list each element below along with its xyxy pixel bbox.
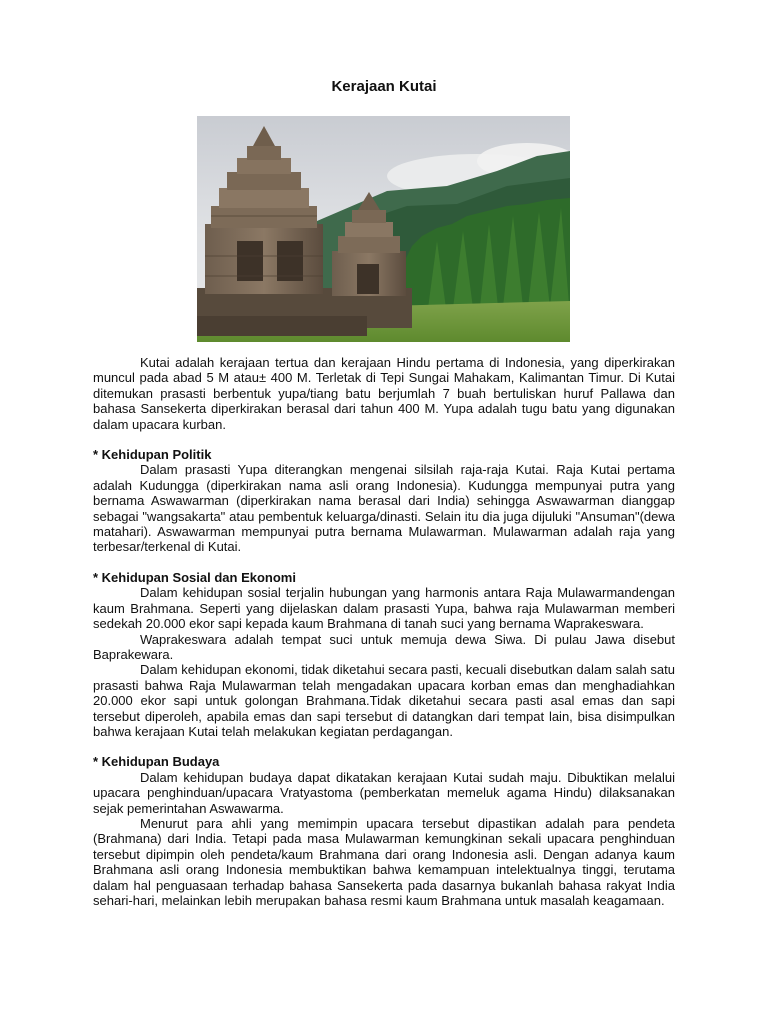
section-paragraph: Dalam kehidupan budaya dapat dikatakan kerajaan Kutai sudah maju. Dibuktikan melalui upacara penghinduan/upacara Vratyastoma (pemberkatan memeluk agama Hindu) dilaksanakan sejak pemerintahan Aswawarma. [93,769,675,816]
section-heading-budaya: * Kehidupan Budaya [93,754,220,770]
page-title: Kerajaan Kutai [331,78,437,95]
section-heading-sosial-ekonomi: * Kehidupan Sosial dan Ekonomi [93,569,296,585]
section-paragraph: Menurut para ahli yang memimpin upacara tersebut dipastikan adalah para pendeta (Brahmana) dari India. Tetapi pada masa Mulawarman kemungkinan sekali upacara penghinduan tersebut dipimpin oleh pendeta/kaum Brahmana dari orang Indonesia asli. Dengan adanya kaum Brahmana asli orang Indonesia membuktikan bahwa kemampuan intelektualnya tinggi, terutama dalam hal penguasaan terhadap bahasa Sansekerta pada dasarnya bukanlah bahasa rakyat India sehari-hari, melainkan lebih merupakan bahasa resmi kaum Brahmana untuk masalah keagamaan. [93,815,675,908]
intro-paragraph: Kutai adalah kerajaan tertua dan kerajaan Hindu pertama di Indonesia, yang diperkirakan muncul pada abad 5 M atau± 400 M. Terletak di Tepi Sungai Mahakam, Kalimantan Timur. Di Kutai ditemukan prasasti berbentuk yupa/tiang batu berjumlah 7 buah bertuliskan huruf Pallawa dan bahasa Sansekerta diperkirakan berasal dari tahun 400 M. Yupa adalah tugu batu yang digunakan dalam upacara kurban. [93,355,675,432]
section-paragraph: Dalam kehidupan ekonomi, tidak diketahui secara pasti, kecuali disebutkan dalam salah satu prasasti bahwa Raja Mulawarman telah mengadakan upacara korban emas dan menghadiahkan 20.000 ekor sapi untuk golongan Brahmana.Tidak diketahui secara pasti asal emas dan sapi tersebut diperoleh, apabila emas dan sapi tersebut di datangkan dari tempat lain, bisa disimpulkan bahwa kerajaan Kutai telah melakukan kegiatan perdagangan. [93,662,675,739]
section-heading-politik: * Kehidupan Politik [93,447,212,463]
temple-photo [197,116,570,342]
section-paragraph: Waprakeswara adalah tempat suci untuk memuja dewa Siwa. Di pulau Jawa disebut Baprakewara. [93,631,675,662]
section-paragraph: Dalam kehidupan sosial terjalin hubungan yang harmonis antara Raja Mulawarmandengan kaum Brahmana. Seperti yang dijelaskan dalam prasasti Yupa, bahwa raja Mulawarman memberi sedekah 20.000 ekor sapi kepada kaum Brahmana di tanah suci yang bernama Waprakeswara. [93,585,675,632]
section-paragraph: Dalam prasasti Yupa diterangkan mengenai silsilah raja-raja Kutai. Raja Kutai pertama adalah Kudungga (diperkirakan nama asli orang Indonesia). Kudungga mempunyai putra yang bernama Aswawarman (diperkirakan nama berasal dari India) sehingga Aswawarman dianggap sebagai "wangsakarta" atau pembentuk keluarga/dinasti. Selain itu dia juga dijuluki "Ansuman"(dewa matahari). Aswawarman mempunyai putra bernama Mulawarman. Mulawarman adalah raja yang terbesar/terkenal di Kutai. [93,462,675,555]
article-body [93,355,675,908]
